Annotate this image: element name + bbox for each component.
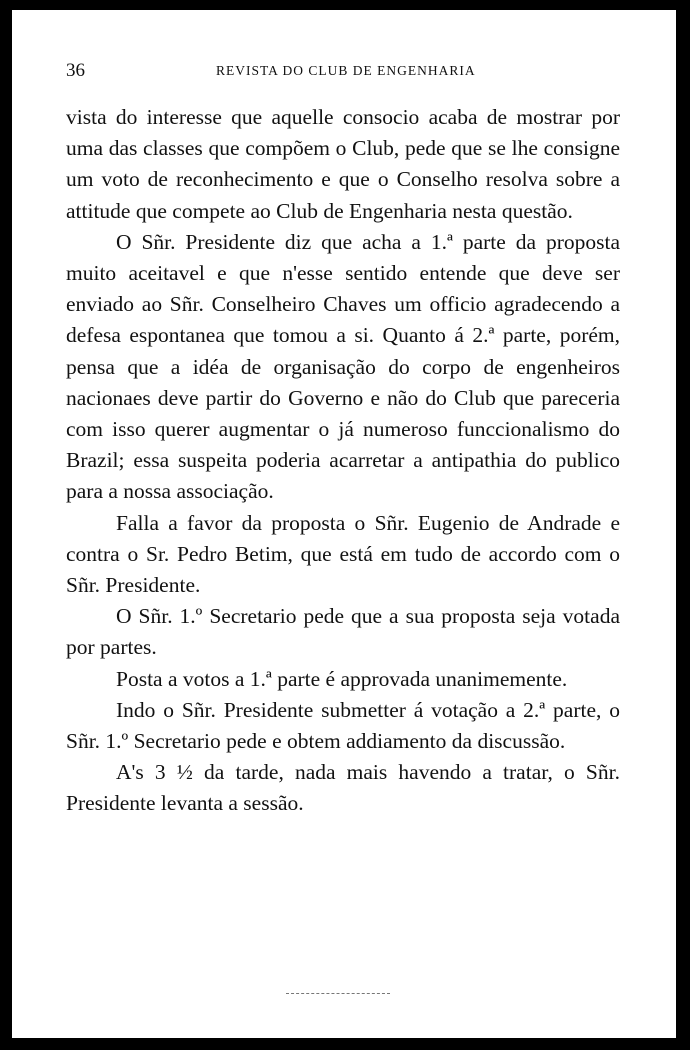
paragraph-2: O Sñr. Presidente diz que acha a 1.ª parte da proposta muito aceitavel e que n'esse sentido entende que deve ser enviado ao Sñr. Conselheiro Chaves um officio agradecendo a defesa espontanea que tomou a si. Quanto á 2.ª parte, porém, pensa que a idéa de organisação do corpo de engenheiros nacionaes deve partir do Governo e não do Club que pareceria com isso querer augmentar o já numeroso funccionalismo do Brazil; essa suspeita poderia acarretar a antipathia do publico para a nossa associação. <box>66 229 620 504</box>
end-rule <box>286 993 390 994</box>
paragraph-5: Posta a votos a 1.ª parte é approvada unanimemente. <box>116 666 568 691</box>
paragraph-7: A's 3 ½ da tarde, nada mais havendo a tratar, o Sñr. Presidente levanta a sessão. <box>66 760 620 816</box>
paragraph-6: Indo o Sñr. Presidente submetter á votação a 2.ª parte, o Sñr. 1.º Secretario pede e obtem addiamento da discussão. <box>66 697 620 754</box>
body-text <box>66 102 620 820</box>
paragraph-3: Falla a favor da proposta o Sñr. Eugenio de Andrade e contra o Sr. Pedro Betim, que está em tudo de accordo com o Sñr. Presidente. <box>66 510 620 598</box>
page-number: 36 <box>66 60 85 81</box>
paragraph-4: O Sñr. 1.º Secretario pede que a sua proposta seja votada por partes. <box>66 604 620 660</box>
page-header <box>66 60 642 84</box>
document-page <box>12 10 676 1038</box>
paragraph-1: vista do interesse que aquelle consocio acaba de mostrar por uma das classes que compõem o Club, pede que se lhe consigne um voto de reconhecimento e que o Conselho resolva sobre a attitude que compete ao Club de Engenharia nesta questão. <box>66 105 620 223</box>
running-title: REVISTA DO CLUB DE ENGENHARIA <box>216 63 476 78</box>
